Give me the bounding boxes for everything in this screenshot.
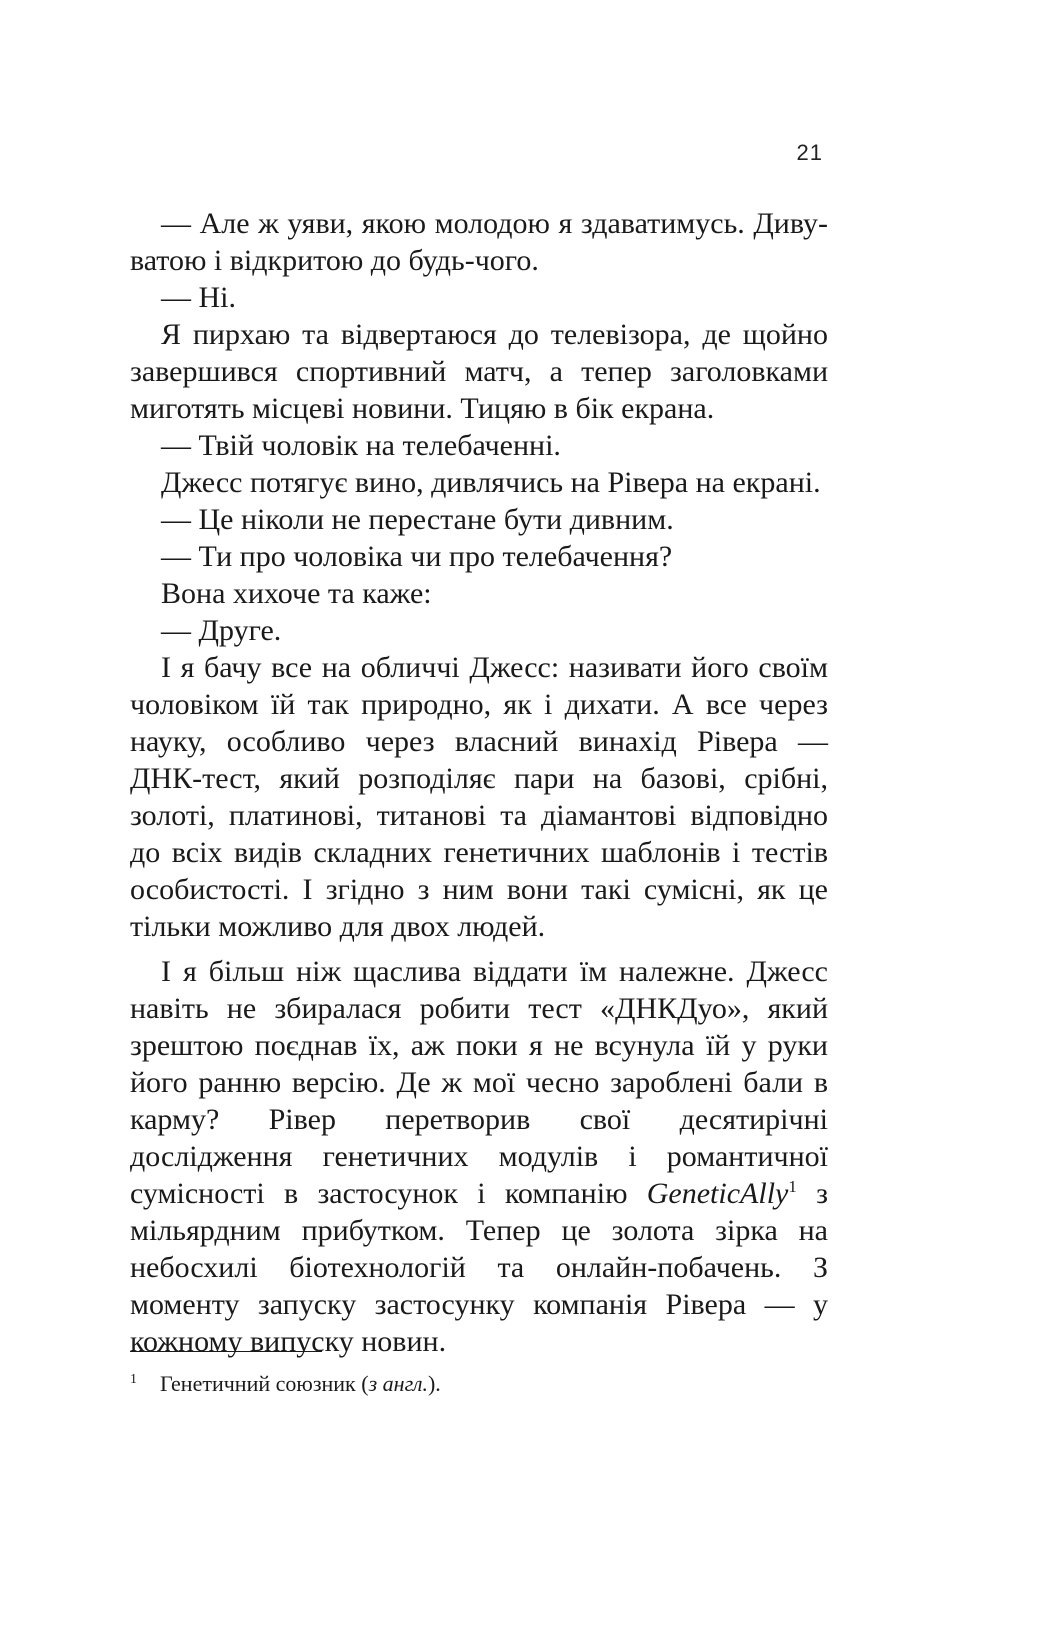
- paragraph: Вона хихоче та каже:: [161, 577, 432, 610]
- company-name: GeneticAlly: [646, 1177, 789, 1210]
- paragraph: — Це ніколи не перестане бути дивним.: [161, 503, 674, 536]
- main-text: [130, 205, 828, 1360]
- paragraph: — Ти про чоловіка чи про телебачення?: [161, 540, 673, 573]
- paragraph: — Але ж уяви, якою молодою я здаватимусь. Дивуватою і відкритою до будь-чого.: [130, 207, 828, 277]
- paragraph-text: з мільярдним прибутком. Тепер це золота зірка на небосхилі біотехнологій та онлайн-побачень. З моменту запуску застосунку компанія Рівера — у кожному випуску новин.: [130, 1177, 828, 1358]
- footnote-text-end: ).: [427, 1371, 441, 1396]
- paragraph: — Твій чоловік на телебаченні.: [161, 429, 561, 462]
- paragraph: — Друге.: [161, 614, 282, 647]
- paragraph: І я бачу все на обличчі Джесс: називати його своїм чоловіком їй так природно, як і дихати. А все через науку, особливо через власний винахід Рівера — ДНК-тест, який розподіляє пари на базові, срібні, золоті, платинові, титанові та діамантові відповідно до всіх видів складних генетичних шаблонів і тестів особистості. І згідно з ним вони такі сумісні, як це тільки можливо для двох людей.: [130, 651, 828, 943]
- footnote: 1 Генетичний союзник (з англ.).: [130, 1371, 441, 1396]
- paragraph: Джесс потягує вино, дивлячись на Рівера на екрані.: [161, 466, 821, 499]
- paragraph-with-footnote: [130, 953, 828, 1360]
- paragraph-text: І я більш ніж щаслива віддати їм належне. Джесс навіть не збиралася робити тест «ДНКДуо», який зрештою поєднав їх, аж поки я не всунула їй у руки його ранню версію. Де ж мої чесно зароблені бали в карму? Рівер перетворив свої десятирічні дослідження генетичних модулів і романтичної сумісності в застосунок і компанію: [130, 955, 828, 1210]
- page-number: 21: [796, 140, 823, 165]
- footnote-text: Генетичний союзник (: [160, 1371, 369, 1396]
- footnote-italic: з англ.: [368, 1371, 428, 1396]
- paragraph: — Ні.: [161, 281, 236, 314]
- paragraph: Я пирхаю та відвертаюся до телевізора, де щойно завершився спортивний матч, а тепер заголовками миготять місцеві новини. Тицяю в бік екрана.: [130, 318, 828, 425]
- footnote-reference: 1: [788, 1177, 797, 1196]
- footnote-divider: [130, 1351, 322, 1352]
